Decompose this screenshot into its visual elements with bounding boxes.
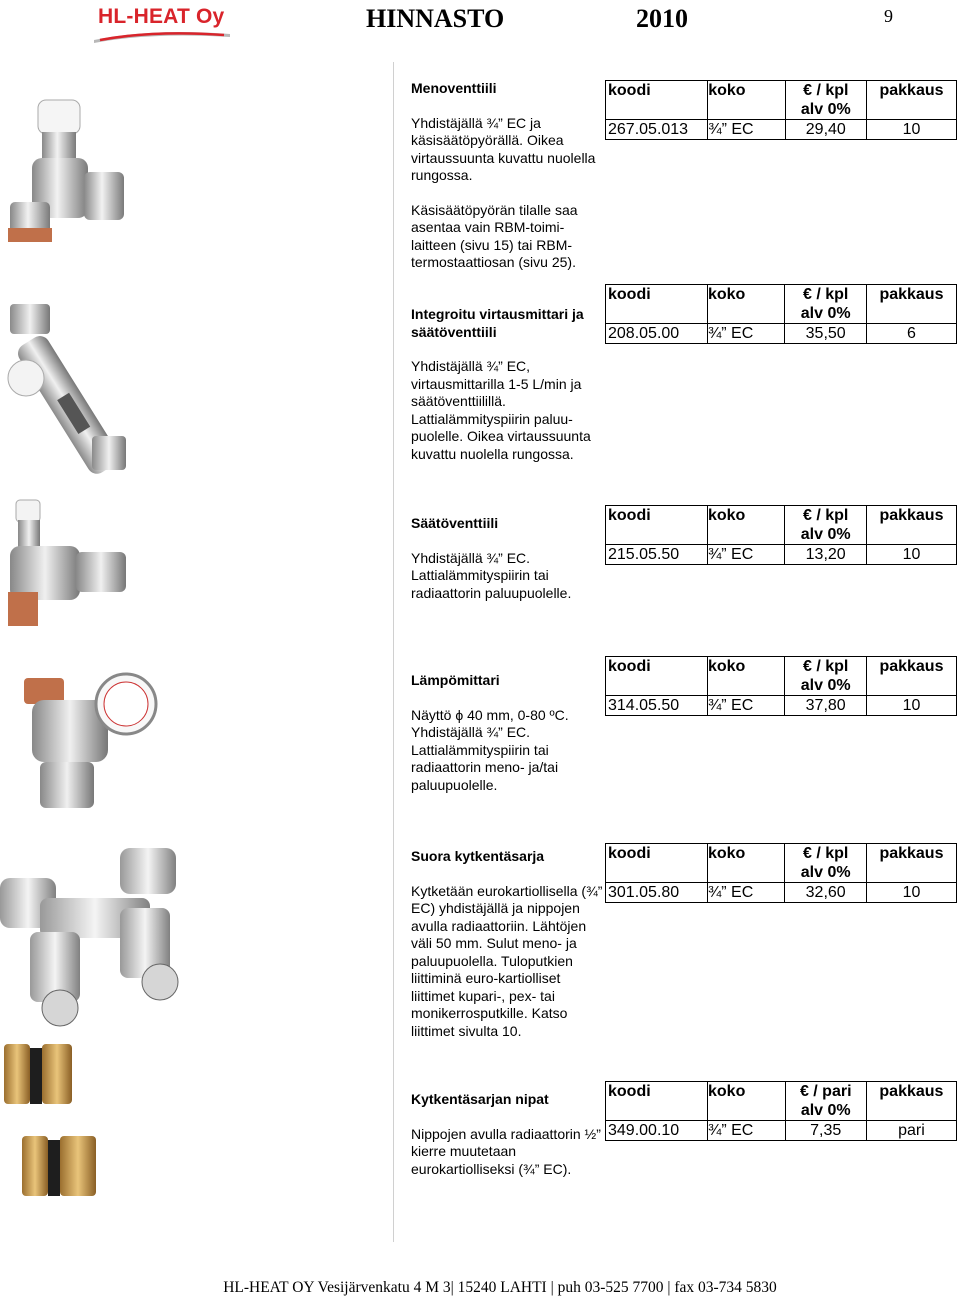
product-price: 7,35 [785,1121,866,1141]
col-header-package: pakkaus [866,506,956,545]
col-header-package: pakkaus [866,657,956,696]
product-name: Lämpömittari [411,672,500,688]
product-size: ¾” EC [707,324,785,344]
product-size: ¾” EC [708,120,785,140]
regulating-valve-image [2,496,132,636]
product-text: Näyttö ϕ 40 mm, 0-80 ºC. Yhdistäjällä ¾” EC. Lattialämmityspiirin tai radiaattorin meno- ja/tai paluupuolelle. [411,706,569,793]
product-package: 6 [866,324,956,344]
product-size: ¾” EC [707,545,785,565]
product-package: 10 [866,120,956,140]
thermometer-valve-image [2,664,162,814]
product-price: 13,20 [785,545,866,565]
product-text: Yhdistäjällä ¾” EC ja käsisäätöpyörällä. Oikea virtaussuunta kuvattu nuolella rungossa. [411,114,596,183]
product-code: 208.05.00 [606,324,708,344]
product-price: 37,80 [785,696,866,716]
valve-handwheel-image [2,92,132,252]
product-code: 314.05.50 [606,696,708,716]
col-header-price: € / kpl alv 0% [785,506,866,545]
page-title: HINNASTO [366,4,505,33]
product-price: 32,60 [785,883,866,903]
col-header-size: koko [707,844,785,883]
col-header-price: € / kpl alv 0% [785,657,866,696]
product-price: 35,50 [785,324,866,344]
col-header-size: koko [707,285,785,324]
col-header-size: koko [708,1082,786,1121]
product-description [411,515,603,602]
product-code: 301.05.80 [606,883,708,903]
product-description [411,848,603,1040]
product-text: Nippojen avulla radiaattorin ½” kierre muutetaan eurokartiolliseksi (¾” EC). [411,1125,601,1177]
product-price: 29,40 [785,120,866,140]
price-table [605,505,957,565]
product-name: Kytkentäsarjan nipat [411,1091,549,1107]
product-code: 215.05.50 [606,545,708,565]
col-header-code: koodi [606,1082,708,1121]
product-text: Yhdistäjällä ¾” EC, virtausmittarilla 1-5 L/min ja säätöventtiilillä. Lattialämmityspiirin paluu-puolelle. Oikea virtaussuunta kuvattu nuolella rungossa. [411,358,591,462]
col-header-size: koko [707,657,785,696]
page-footer: HL-HEAT OY Vesijärvenkatu 4 M 3| 15240 LAHTI | puh 03-525 7700 | fax 03-734 5830 [223,1279,777,1296]
product-code: 267.05.013 [606,120,708,140]
col-header-code: koodi [606,285,708,324]
price-table [605,843,957,903]
col-header-package: pakkaus [866,1082,956,1121]
connection-nipples-image [0,1036,110,1216]
product-name: Menoventtiili [411,80,497,96]
col-header-size: koko [708,81,785,120]
column-divider [393,62,394,1242]
logo-swoosh [92,28,232,44]
price-table [605,80,957,140]
product-package: 10 [866,545,956,565]
price-table [605,284,957,344]
product-package: 10 [866,883,956,903]
col-header-code: koodi [606,81,708,120]
product-name: Integroitu virtausmittari ja säätöventtiili [411,306,584,340]
col-header-price: € / pari alv 0% [785,1082,866,1121]
col-header-size: koko [707,506,785,545]
product-description [411,1091,603,1178]
price-table [605,656,957,716]
col-header-package: pakkaus [866,285,956,324]
product-size: ¾” EC [708,1121,786,1141]
col-header-code: koodi [606,657,708,696]
col-header-price: € / kpl alv 0% [785,81,866,120]
company-logo [92,2,232,44]
straight-connection-set-image [0,848,200,1028]
price-table [605,1081,957,1141]
col-header-price: € / kpl alv 0% [785,285,866,324]
product-text: Käsisäätöpyörän tilalle saa asentaa vain RBM-toimi-laitteen (sivu 15) tai RBM-termostaattiosan (sivu 25). [411,201,578,270]
product-size: ¾” EC [707,883,785,903]
product-package: pari [866,1121,956,1141]
col-header-code: koodi [606,506,708,545]
page-year: 2010 [636,4,688,33]
logo-text: HL-HEAT Oy [98,5,225,28]
product-text: Kytketään eurokartiollisella (¾” EC) yhdistäjällä ja nippojen avulla radiaattoriin. Lähtöjen väli 50 mm. Sulut meno- ja paluupuolella. Tuloputkien liittiminä euro-kartiolliset liittimet kupari-, pex- tai monikerrosputkille. Katso liittimet sivulta 10. [411,882,603,1039]
col-header-package: pakkaus [866,81,956,120]
product-name: Suora kytkentäsarja [411,848,545,864]
col-header-code: koodi [606,844,708,883]
product-text: Yhdistäjällä ¾” EC. Lattialämmityspiirin tai radiaattorin paluupuolelle. [411,549,572,601]
product-description [411,80,603,272]
flowmeter-valve-image [0,298,135,478]
page-number: 9 [884,6,893,26]
col-header-package: pakkaus [866,844,956,883]
product-name: Säätöventtiili [411,515,499,531]
product-description [411,672,603,794]
product-description [411,306,603,463]
product-size: ¾” EC [707,696,785,716]
product-code: 349.00.10 [606,1121,708,1141]
product-package: 10 [866,696,956,716]
col-header-price: € / kpl alv 0% [785,844,866,883]
